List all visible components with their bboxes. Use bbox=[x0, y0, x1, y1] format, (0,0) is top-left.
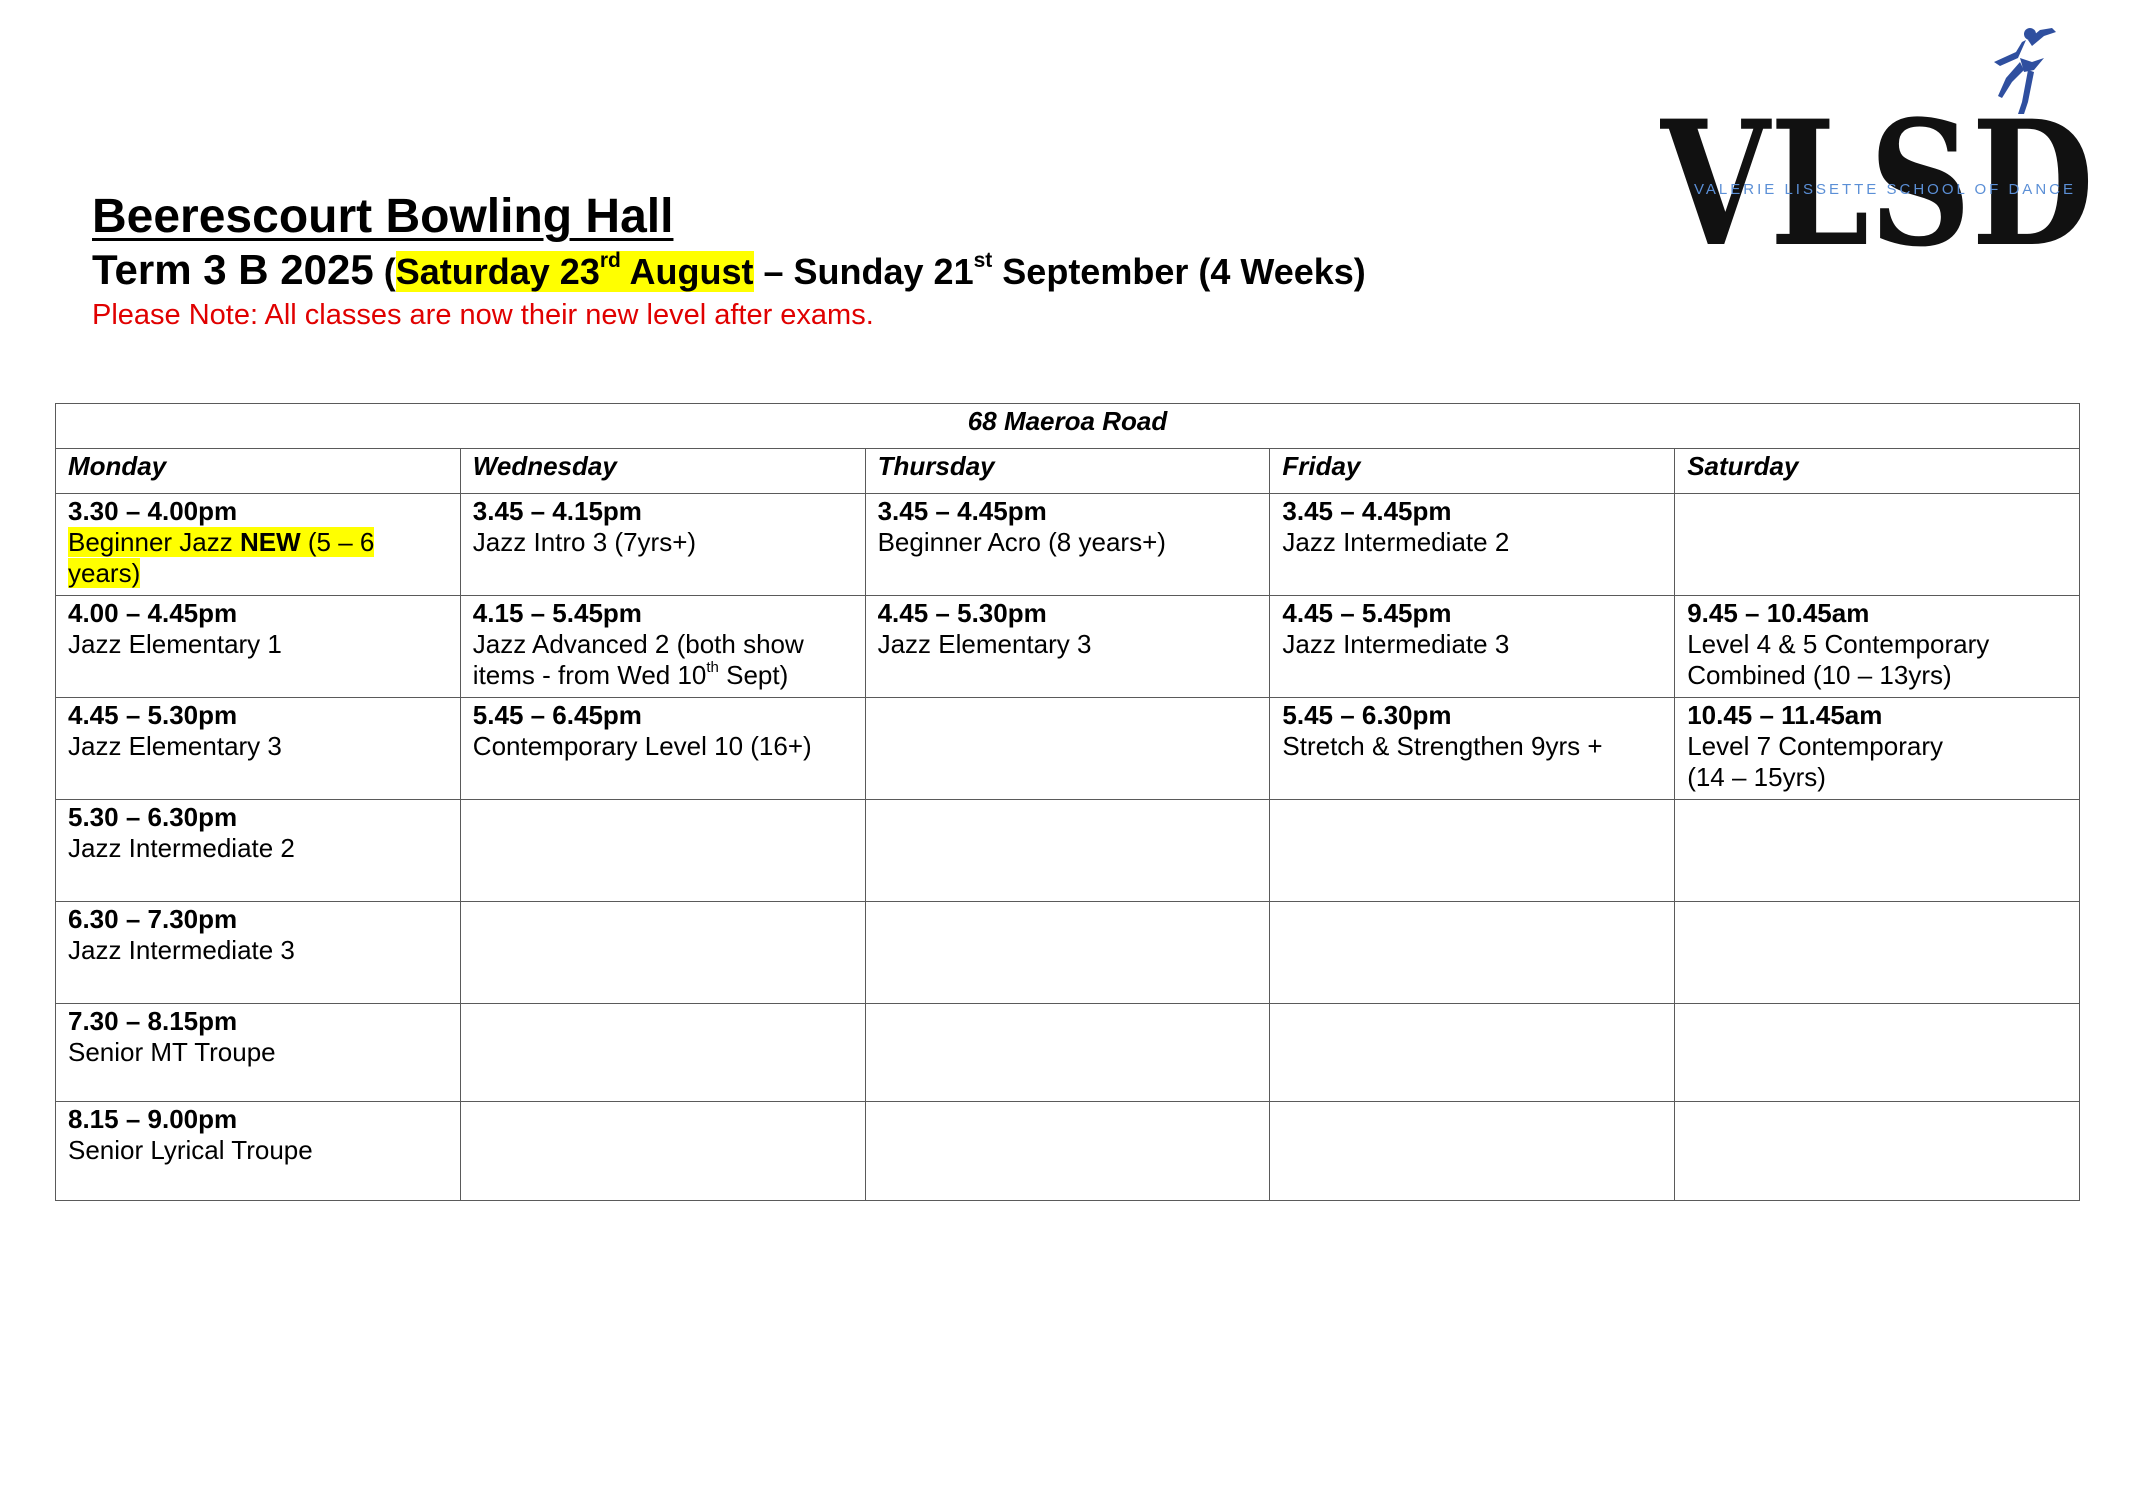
term-dates bbox=[92, 244, 1592, 298]
class-name-text: Jazz Elementary 3 bbox=[877, 629, 1092, 659]
class-age-range: (14 – 15yrs) bbox=[1687, 762, 1826, 792]
class-name-text: Stretch & Strengthen 9yrs + bbox=[1282, 731, 1603, 761]
start-date-month: August bbox=[620, 251, 754, 292]
class-name-text: Jazz Elementary 3 bbox=[68, 731, 282, 761]
day-header-row bbox=[56, 449, 2080, 494]
class-time: 4.00 – 4.45pm bbox=[68, 598, 238, 628]
class-name bbox=[878, 527, 1258, 558]
class-cell bbox=[460, 800, 865, 902]
class-cell bbox=[1675, 494, 2080, 596]
class-name bbox=[1687, 731, 2067, 762]
logo-text: VLSD bbox=[1660, 82, 2094, 262]
class-time: 4.45 – 5.30pm bbox=[877, 598, 1047, 628]
class-name bbox=[68, 935, 448, 966]
table-row bbox=[56, 698, 2080, 800]
school-logo bbox=[1660, 22, 2100, 262]
class-cell bbox=[56, 494, 461, 596]
table-row bbox=[56, 494, 2080, 596]
class-cell bbox=[56, 800, 461, 902]
page-title: Beerescourt Bowling Hall bbox=[92, 190, 674, 243]
page-header bbox=[92, 188, 1592, 332]
start-date-main: Saturday 23 bbox=[395, 251, 600, 292]
class-time: 8.15 – 9.00pm bbox=[68, 1104, 238, 1134]
table-row bbox=[56, 902, 2080, 1004]
class-name bbox=[68, 1135, 448, 1166]
class-cell bbox=[1270, 494, 1675, 596]
day-header-monday: Monday bbox=[56, 449, 461, 494]
class-name bbox=[1282, 629, 1662, 660]
class-cell bbox=[1270, 800, 1675, 902]
class-cell bbox=[460, 902, 865, 1004]
day-header-saturday: Saturday bbox=[1675, 449, 2080, 494]
start-date bbox=[396, 251, 754, 292]
class-time: 10.45 – 11.45am bbox=[1687, 700, 1883, 730]
day-header-friday: Friday bbox=[1270, 449, 1675, 494]
class-time: 5.45 – 6.30pm bbox=[1282, 700, 1452, 730]
class-cell bbox=[865, 596, 1270, 698]
date-suffix: th bbox=[706, 659, 719, 677]
class-name-text: Senior MT Troupe bbox=[68, 1037, 276, 1067]
class-name-suffix: (5 – 6 years) bbox=[68, 527, 375, 588]
class-cell bbox=[1675, 1102, 2080, 1201]
start-date-sup: rd bbox=[599, 249, 621, 272]
day-header-thursday: Thursday bbox=[865, 449, 1270, 494]
class-name bbox=[878, 629, 1258, 660]
class-time: 3.45 – 4.45pm bbox=[877, 496, 1047, 526]
class-name bbox=[68, 731, 448, 762]
class-cell bbox=[865, 494, 1270, 596]
class-name-text: Jazz Elementary 1 bbox=[68, 629, 282, 659]
class-name bbox=[68, 1037, 448, 1068]
end-date-rest: September (4 Weeks) bbox=[992, 251, 1366, 292]
class-name bbox=[473, 527, 853, 558]
class-name bbox=[68, 833, 448, 864]
open-paren: ( bbox=[383, 251, 396, 292]
class-cell bbox=[56, 698, 461, 800]
class-time: 6.30 – 7.30pm bbox=[68, 904, 238, 934]
class-cell bbox=[865, 1102, 1270, 1201]
class-name bbox=[68, 629, 448, 660]
notice-text: Please Note: All classes are now their new level after exams. bbox=[92, 299, 874, 331]
class-timetable bbox=[55, 403, 2080, 1201]
class-cell bbox=[865, 902, 1270, 1004]
class-name bbox=[1282, 731, 1662, 762]
dash-text: – Sunday 21 bbox=[753, 251, 974, 292]
class-time: 4.15 – 5.45pm bbox=[472, 598, 642, 628]
table-row bbox=[56, 596, 2080, 698]
class-time: 3.45 – 4.15pm bbox=[472, 496, 642, 526]
class-name-text: Level 4 & 5 Contemporary Combined (10 – 13yrs) bbox=[1687, 629, 1990, 690]
class-name-text: Jazz Intermediate 3 bbox=[68, 935, 295, 965]
class-time: 4.45 – 5.30pm bbox=[68, 700, 238, 730]
class-name bbox=[473, 731, 853, 762]
class-cell bbox=[865, 800, 1270, 902]
class-name-text: Level 7 Contemporary bbox=[1687, 731, 1943, 761]
table-row bbox=[56, 1102, 2080, 1201]
location-header: 68 Maeroa Road bbox=[56, 404, 2080, 449]
new-class-highlight bbox=[68, 527, 374, 588]
class-time: 9.45 – 10.45am bbox=[1687, 598, 1870, 628]
class-time: 4.45 – 5.45pm bbox=[1282, 598, 1452, 628]
class-cell bbox=[1270, 902, 1675, 1004]
class-cell bbox=[1675, 902, 2080, 1004]
class-cell bbox=[56, 902, 461, 1004]
class-time: 3.30 – 4.00pm bbox=[68, 496, 238, 526]
class-name-text: Jazz Intro 3 (7yrs+) bbox=[472, 527, 697, 557]
class-cell bbox=[1270, 1004, 1675, 1102]
class-cell bbox=[865, 698, 1270, 800]
class-cell bbox=[1675, 698, 2080, 800]
class-name bbox=[68, 527, 448, 589]
class-name-text: Jazz Advanced 2 (both show items - from Wed 10 bbox=[472, 629, 804, 690]
class-name-text: Contemporary Level 10 (16+) bbox=[472, 731, 812, 761]
class-cell bbox=[56, 1004, 461, 1102]
class-name bbox=[1687, 629, 2067, 691]
class-name bbox=[473, 629, 853, 691]
class-cell bbox=[1270, 596, 1675, 698]
class-time: 3.45 – 4.45pm bbox=[1282, 496, 1452, 526]
class-name-suffix: Sept) bbox=[718, 660, 789, 690]
day-header-wednesday: Wednesday bbox=[460, 449, 865, 494]
class-name-text: Beginner Jazz bbox=[68, 527, 240, 557]
class-cell bbox=[865, 1004, 1270, 1102]
class-cell bbox=[56, 1102, 461, 1201]
class-name-text: Jazz Intermediate 3 bbox=[1282, 629, 1510, 659]
class-name-text: Senior Lyrical Troupe bbox=[68, 1135, 313, 1165]
class-cell bbox=[56, 596, 461, 698]
table-row bbox=[56, 1004, 2080, 1102]
class-cell bbox=[1270, 698, 1675, 800]
class-name bbox=[1282, 527, 1662, 558]
end-date-sup: st bbox=[973, 249, 993, 272]
class-name-text: Jazz Intermediate 2 bbox=[68, 833, 295, 863]
class-cell bbox=[460, 494, 865, 596]
class-cell bbox=[460, 596, 865, 698]
ballerina-icon bbox=[1660, 22, 2100, 262]
class-cell bbox=[460, 698, 865, 800]
class-cell bbox=[1675, 800, 2080, 902]
class-time: 7.30 – 8.15pm bbox=[68, 1006, 238, 1036]
class-cell bbox=[1270, 1102, 1675, 1201]
new-badge: NEW bbox=[239, 527, 301, 557]
class-name-text: Beginner Acro (8 years+) bbox=[877, 527, 1166, 557]
class-name-text: Jazz Intermediate 2 bbox=[1282, 527, 1510, 557]
class-cell bbox=[1675, 596, 2080, 698]
class-cell bbox=[1675, 1004, 2080, 1102]
term-label: Term 3 B 2025 bbox=[92, 246, 374, 293]
class-time: 5.45 – 6.45pm bbox=[472, 700, 642, 730]
logo-subtitle: VALERIE LISSETTE SCHOOL OF DANCE bbox=[1694, 181, 2076, 198]
class-cell bbox=[460, 1102, 865, 1201]
class-cell bbox=[460, 1004, 865, 1102]
class-time: 5.30 – 6.30pm bbox=[68, 802, 238, 832]
table-row bbox=[56, 800, 2080, 902]
